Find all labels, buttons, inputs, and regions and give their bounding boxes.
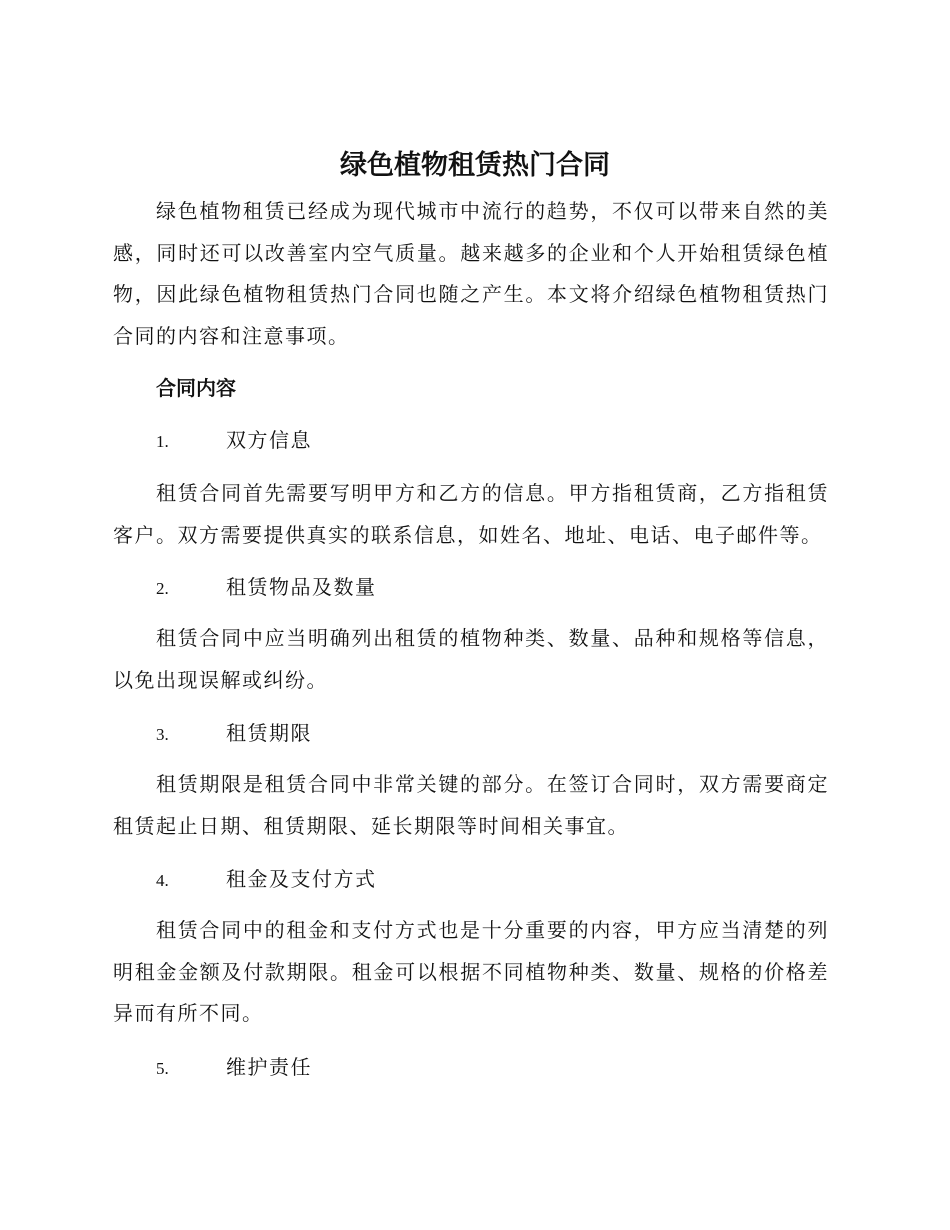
- list-item-2: [156, 572, 377, 604]
- list-item-number: 5.: [156, 1059, 169, 1078]
- list-item-1: [156, 425, 312, 457]
- list-item-body-4: 租赁合同中的租金和支付方式也是十分重要的内容，甲方应当清楚的列明租金金额及付款期限。租金可以根据不同植物种类、数量、规格的价格差异而有所不同。: [113, 918, 829, 1025]
- list-item-3: [156, 718, 312, 750]
- list-item-title: 双方信息: [226, 428, 312, 452]
- list-item-title: 租赁物品及数量: [226, 575, 377, 599]
- list-item-number: 4.: [156, 871, 169, 890]
- list-item-body-2: 租赁合同中应当明确列出租赁的植物种类、数量、品种和规格等信息，以免出现误解或纠纷。: [113, 626, 829, 692]
- list-item-title: 租金及支付方式: [226, 867, 377, 891]
- list-item-body-3: 租赁期限是租赁合同中非常关键的部分。在签订合同时，双方需要商定租赁起止日期、租赁期限、延长期限等时间相关事宜。: [113, 772, 829, 838]
- intro-paragraph: 绿色植物租赁已经成为现代城市中流行的趋势，不仅可以带来自然的美感，同时还可以改善室内空气质量。越来越多的企业和个人开始租赁绿色植物，因此绿色植物租赁热门合同也随之产生。本文将介绍绿色植物租赁热门合同的内容和注意事项。: [113, 199, 829, 348]
- list-item-body-1: 租赁合同首先需要写明甲方和乙方的信息。甲方指租赁商，乙方指租赁客户。双方需要提供真实的联系信息，如姓名、地址、电话、电子邮件等。: [113, 481, 829, 547]
- list-item-number: 2.: [156, 579, 169, 598]
- list-item-number: 3.: [156, 725, 169, 744]
- list-item-4: [156, 864, 377, 896]
- list-item-title: 维护责任: [226, 1055, 312, 1079]
- list-item-5: [156, 1052, 312, 1084]
- list-item-title: 租赁期限: [226, 721, 312, 745]
- document-title: 绿色植物租赁热门合同: [340, 150, 610, 181]
- section-heading: 合同内容: [156, 376, 236, 400]
- list-item-number: 1.: [156, 432, 169, 451]
